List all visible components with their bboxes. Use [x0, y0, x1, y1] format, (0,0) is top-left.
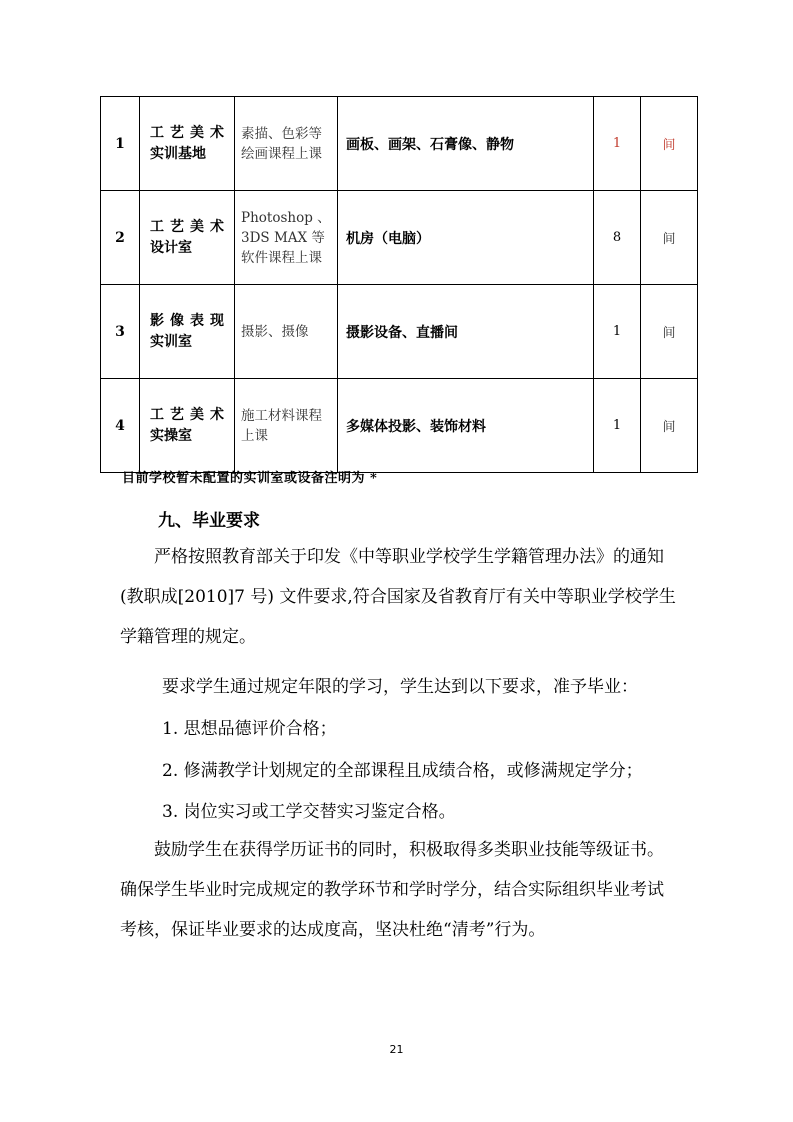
equipment: 多媒体投影、装饰材料: [338, 379, 594, 473]
facility-name: 工艺美术 实训基地: [140, 97, 235, 191]
row-number: 3: [101, 285, 140, 379]
table-row: [101, 97, 698, 191]
unit: 间: [641, 285, 698, 379]
equipment: 摄影设备、直播间: [338, 285, 594, 379]
list-item: 3. 岗位实习或工学交替实习鉴定合格。: [162, 802, 456, 822]
list-item: 1. 思想品德评价合格；: [162, 719, 337, 739]
facility-name: 工艺美术 设计室: [140, 191, 235, 285]
quantity: 8: [594, 191, 641, 285]
table-row: [101, 285, 698, 379]
unit: 间: [641, 191, 698, 285]
page-number: 21: [389, 1043, 404, 1056]
row-number: 1: [101, 97, 140, 191]
quantity: 1: [594, 379, 641, 473]
facilities-table: [100, 96, 698, 473]
equipment: 机房（电脑）: [338, 191, 594, 285]
table-row: [101, 379, 698, 473]
course-use: 施工材料课程上课: [235, 379, 338, 473]
paragraph: 严格按照教育部关于印发《中等职业学校学生学籍管理办法》的通知(教职成[2010]7 号) 文件要求,符合国家及省教育厅有关中等职业学校学生学籍管理的规定。: [120, 547, 676, 647]
table-note: 目前学校暂未配置的实训室或设备注明为 *: [122, 471, 378, 486]
equipment: 画板、画架、石膏像、静物: [338, 97, 594, 191]
facility-name: 工艺美术 实操室: [140, 379, 235, 473]
course-use: Photoshop 、3DS MAX 等软件课程上课: [235, 191, 338, 285]
row-number: 4: [101, 379, 140, 473]
course-use: 素描、色彩等绘画课程上课: [235, 97, 338, 191]
unit: 间: [641, 379, 698, 473]
quantity: 1: [594, 285, 641, 379]
paragraph: 鼓励学生在获得学历证书的同时，积极取得多类职业技能等级证书。确保学生毕业时完成规定的教学环节和学时学分，结合实际组织毕业考试考核，保证毕业要求的达成度高，坚决杜绝“清考”行为。: [120, 840, 664, 940]
unit: 间: [641, 97, 698, 191]
section-title: 九、毕业要求: [158, 511, 260, 531]
quantity: 1: [594, 97, 641, 191]
facility-name: 影像表现 实训室: [140, 285, 235, 379]
table-row: [101, 191, 698, 285]
list-item: 2. 修满教学计划规定的全部课程且成绩合格，或修满规定学分；: [162, 761, 643, 781]
paragraph: 要求学生通过规定年限的学习，学生达到以下要求，准予毕业：: [162, 677, 638, 697]
row-number: 2: [101, 191, 140, 285]
course-use: 摄影、摄像: [235, 285, 338, 379]
